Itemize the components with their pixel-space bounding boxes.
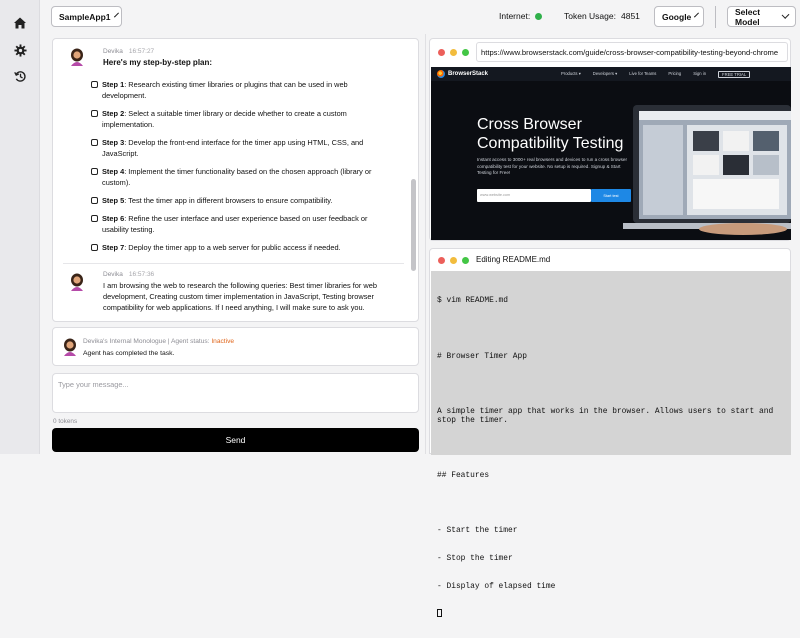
project-selector[interactable] — [51, 6, 122, 27]
plan-title: Here's my step-by-step plan: — [103, 58, 213, 67]
divider — [715, 6, 716, 28]
step-label: Step 5 — [102, 196, 125, 205]
browser-panel — [429, 38, 791, 241]
agent-status: Inactive — [211, 338, 235, 345]
terminal[interactable] — [431, 271, 791, 591]
step-text: : Implement the timer functionality based on the chosen approach (library or custom). — [102, 167, 372, 187]
checkbox-icon[interactable] — [91, 139, 98, 146]
site-nav-link[interactable]: Developers ▾ — [592, 71, 618, 76]
step-text: : Research existing timer libraries or plugins that can be used in web development. — [102, 80, 348, 100]
message-input-box[interactable] — [52, 373, 419, 413]
step-label: Step 3 — [102, 138, 125, 147]
step-label: Step 7 — [102, 243, 125, 252]
hero-title: Cross Browser Compatibility Testing — [477, 116, 624, 152]
scrollbar-thumb[interactable] — [411, 179, 416, 271]
checkbox-icon[interactable] — [91, 244, 98, 251]
url-bar[interactable]: https://www.browserstack.com/guide/cross-browser-compatibility-testing-beyond-chrome — [476, 42, 788, 62]
agent-avatar — [62, 338, 78, 356]
internal-monologue — [52, 327, 419, 366]
checkbox-icon[interactable] — [91, 168, 98, 175]
step-text: : Refine the user interface and user experience based on user feedback or usability testing. — [102, 214, 368, 234]
hero-subtitle: Instant access to 3000+ real browsers and devices to run a cross browser compatibility test for your website. No setup is required. Signup & Start Testing for Free! — [477, 157, 628, 175]
message-input[interactable] — [53, 374, 418, 412]
terminal-line: - Display of elapsed time — [437, 581, 556, 591]
site-nav-links — [561, 71, 750, 78]
browser-viewport[interactable] — [431, 67, 791, 240]
search-engine-label: Google — [662, 11, 692, 22]
chat-scrollbar[interactable] — [411, 43, 416, 315]
message-meta — [103, 48, 154, 55]
cursor-icon — [437, 609, 442, 617]
token-usage — [564, 11, 640, 21]
hero-url-input[interactable]: www.website.com — [477, 189, 591, 202]
chevron-down-icon — [114, 13, 119, 18]
maximize-dot-icon[interactable] — [462, 257, 469, 264]
token-count: 0 tokens — [53, 418, 78, 425]
message-time: 16:57:36 — [128, 271, 155, 278]
project-selector-label: SampleApp1 — [59, 11, 111, 22]
sender-name: Devika — [103, 48, 123, 55]
checkbox-icon[interactable] — [91, 197, 98, 204]
checkbox-icon[interactable] — [91, 110, 98, 117]
maximize-dot-icon[interactable] — [462, 49, 469, 56]
start-test-button[interactable]: Start test — [591, 189, 631, 202]
internet-status — [499, 11, 542, 21]
history-icon[interactable] — [12, 68, 28, 84]
checkbox-icon[interactable] — [91, 215, 98, 222]
step-label: Step 6 — [102, 214, 125, 223]
minimize-dot-icon[interactable] — [450, 257, 457, 264]
terminal-line — [437, 444, 785, 453]
step-text: : Develop the front-end interface for the timer app using HTML, CSS, and JavaScript. — [102, 138, 364, 158]
monologue-prefix: Devika's Internal Monologue | Agent status: — [83, 338, 212, 345]
online-indicator-icon — [535, 13, 542, 20]
site-nav-link[interactable]: Sign in — [693, 71, 707, 76]
gear-icon[interactable] — [12, 42, 28, 58]
editor-panel — [429, 248, 791, 591]
checkbox-icon[interactable] — [91, 81, 98, 88]
step-label: Step 2 — [102, 109, 125, 118]
window-controls — [438, 49, 469, 56]
monologue-header — [83, 338, 234, 345]
site-nav-link[interactable]: Live for Teams — [629, 71, 657, 76]
editor-title: Editing README.md — [476, 255, 551, 264]
monologue-text: Agent has completed the task. — [83, 350, 175, 357]
terminal-line: - Start the timer — [437, 526, 518, 536]
token-usage-label: Token Usage: — [564, 11, 616, 21]
message-time: 16:57:27 — [128, 48, 155, 55]
terminal-line: $ vim README.md — [437, 296, 509, 306]
message-divider — [63, 263, 404, 264]
chevron-down-icon — [694, 13, 699, 18]
close-dot-icon[interactable] — [438, 257, 445, 264]
close-dot-icon[interactable] — [438, 49, 445, 56]
internet-label: Internet: — [499, 11, 531, 21]
sender-name: Devika — [103, 271, 123, 278]
search-engine-selector[interactable] — [654, 6, 704, 27]
browserstack-logo-icon — [437, 70, 445, 78]
terminal-line: # Browser Timer App — [437, 351, 527, 361]
send-button[interactable]: Send — [52, 428, 419, 452]
home-icon[interactable] — [12, 15, 28, 31]
minimize-dot-icon[interactable] — [450, 49, 457, 56]
token-usage-value: 4851 — [620, 11, 640, 21]
terminal-line: A simple timer app that works in the browser. Allows users to start and stop the timer. — [437, 406, 778, 426]
terminal-line — [437, 379, 785, 388]
step-text: : Select a suitable timer library or decide whether to create a custom implementation. — [102, 109, 347, 129]
message-meta — [103, 271, 154, 278]
laptop-illustration — [623, 101, 791, 237]
step-text: : Test the timer app in different browsers to ensure compatibility. — [124, 196, 333, 205]
terminal-line: - Stop the timer — [437, 554, 513, 564]
site-brand: BrowserStack — [448, 71, 489, 77]
site-nav — [431, 67, 791, 81]
agent-avatar — [69, 273, 85, 291]
terminal-line — [437, 324, 785, 333]
window-controls — [438, 257, 469, 264]
site-nav-link[interactable]: Products ▾ — [561, 71, 581, 76]
chat-message — [63, 45, 404, 261]
terminal-line: ## Features — [437, 471, 490, 481]
step-label: Step 1 — [102, 80, 125, 89]
site-nav-link[interactable]: Pricing — [668, 71, 682, 76]
message-text: I am browsing the web to research the following queries: Best timer libraries for web development, Creating custom timer implementation in JavaScript, Testing browser compatibility for web applications. If I need anything, I will make sure to ask you. — [103, 281, 377, 312]
step-label: Step 4 — [102, 167, 125, 176]
top-bar — [40, 0, 800, 34]
chevron-down-icon — [782, 11, 790, 19]
nav-rail — [0, 0, 40, 454]
panel-divider — [425, 34, 426, 454]
terminal-line — [437, 499, 785, 508]
site-logo[interactable] — [437, 70, 488, 78]
model-selector-label: Select Model — [735, 6, 761, 27]
terminal-cursor — [437, 609, 785, 619]
agent-avatar — [69, 48, 85, 66]
step-text: : Deploy the timer app to a web server for public access if needed. — [124, 243, 341, 252]
model-selector[interactable] — [727, 6, 796, 27]
site-nav-link[interactable]: FREE TRIAL — [718, 71, 750, 78]
chat-panel[interactable] — [52, 38, 419, 322]
chat-message — [63, 269, 404, 321]
